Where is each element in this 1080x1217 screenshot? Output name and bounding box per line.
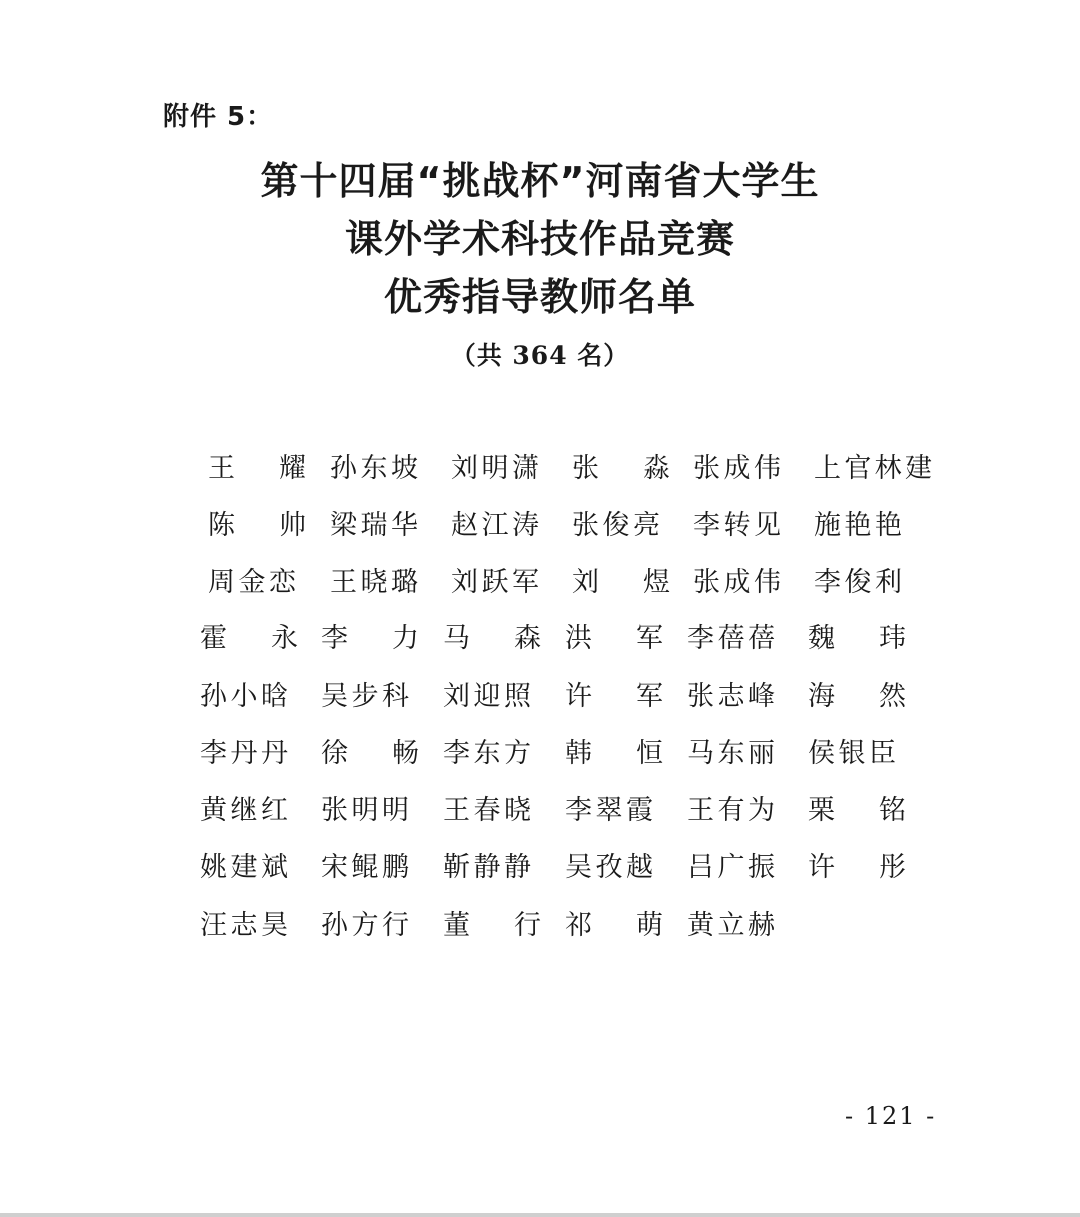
teacher-name: 张 成 伟 — [693, 453, 781, 484]
teacher-name: 马 东 丽 — [687, 738, 775, 769]
total-count: （共 364 名） — [450, 341, 630, 370]
teacher-name: 刘 迎 照 — [443, 681, 531, 712]
teacher-name: 海 然 — [808, 681, 906, 712]
page-number: - 121 - — [845, 1102, 937, 1130]
teacher-name: 祁 萌 — [565, 910, 663, 941]
teacher-name: 王 晓 璐 — [330, 567, 418, 598]
teacher-name: 李 蓓 蓓 — [687, 623, 775, 654]
title-line-3: 优秀指导教师名单 — [383, 275, 696, 319]
teacher-name: 李 俊 利 — [814, 567, 902, 598]
teacher-name: 李 转 见 — [693, 510, 781, 541]
teacher-name: 黄 立 赫 — [687, 910, 775, 941]
teacher-name: 洪 军 — [565, 623, 663, 654]
teacher-name: 姚 建 斌 — [200, 852, 288, 883]
teacher-name: 李 丹 丹 — [200, 738, 288, 769]
teacher-name: 张 淼 — [572, 453, 670, 484]
title-line-2: 课外学术科技作品竞赛 — [344, 217, 735, 261]
teacher-name: 周 金 恋 — [208, 567, 296, 598]
teacher-name: 张 明 明 — [321, 795, 409, 826]
teacher-name: 霍 永 — [200, 623, 298, 654]
teacher-name: 张 俊 亮 — [572, 510, 660, 541]
teacher-name: 汪 志 昊 — [200, 910, 288, 941]
teacher-name: 张 志 峰 — [687, 681, 775, 712]
teacher-name: 李 力 — [321, 623, 419, 654]
page-bottom-edge — [0, 1213, 1080, 1217]
teacher-name: 侯 银 臣 — [808, 738, 896, 769]
teacher-name: 栗 铭 — [808, 795, 906, 826]
teacher-name: 宋 鲲 鹏 — [321, 852, 409, 883]
teacher-name: 王 有 为 — [687, 795, 775, 826]
teacher-name: 韩 恒 — [565, 738, 663, 769]
teacher-name: 施 艳 艳 — [814, 510, 902, 541]
attachment-label: 附件 5： — [163, 102, 274, 132]
teacher-name: 马 森 — [443, 623, 541, 654]
teacher-name: 刘 煜 — [572, 567, 670, 598]
teacher-name: 孙 方 行 — [321, 910, 409, 941]
teacher-name: 陈 帅 — [208, 510, 306, 541]
document-title — [0, 152, 1080, 326]
teacher-name: 吴 步 科 — [321, 681, 409, 712]
teacher-name: 梁 瑞 华 — [330, 510, 418, 541]
teacher-name: 上 官 林 建 — [814, 453, 932, 484]
teacher-name: 李 东 方 — [443, 738, 531, 769]
teacher-name: 吴 孜 越 — [565, 852, 653, 883]
teacher-name: 赵 江 涛 — [451, 510, 539, 541]
teacher-name: 许 彤 — [808, 852, 906, 883]
teacher-name: 王 春 晓 — [443, 795, 531, 826]
teacher-name: 徐 畅 — [321, 738, 419, 769]
teacher-name: 许 军 — [565, 681, 663, 712]
teacher-name: 魏 玮 — [808, 623, 906, 654]
teacher-name: 黄 继 红 — [200, 795, 288, 826]
teacher-name: 吕 广 振 — [687, 852, 775, 883]
teacher-name: 张 成 伟 — [693, 567, 781, 598]
teacher-name: 孙 东 坡 — [330, 453, 418, 484]
teacher-name: 李 翠 霞 — [565, 795, 653, 826]
teacher-name: 刘 明 潇 — [451, 453, 539, 484]
teacher-name: 刘 跃 军 — [451, 567, 539, 598]
teacher-name: 孙 小 晗 — [200, 681, 288, 712]
teacher-name: 靳 静 静 — [443, 852, 531, 883]
title-line-1: 第十四届“挑战杯”河南省大学生 — [260, 159, 820, 203]
teacher-name: 董 行 — [443, 910, 541, 941]
teacher-name: 王 耀 — [208, 453, 306, 484]
